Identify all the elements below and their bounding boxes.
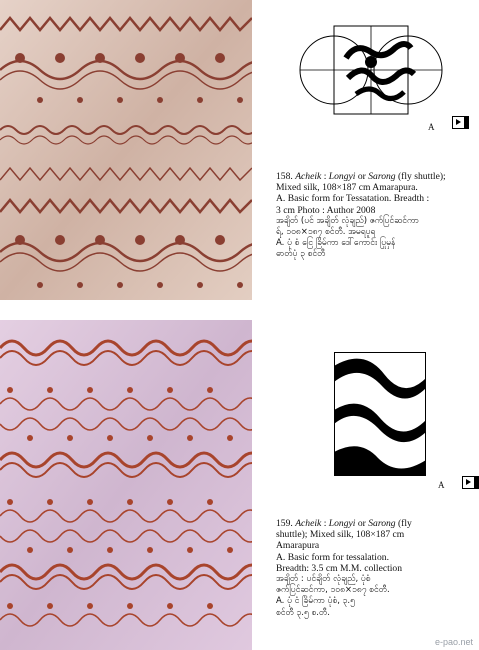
tessellation-diagram-top [296, 18, 446, 118]
caption-line-burmese: စင်တီ ၃.၅ စ.တီ. [276, 607, 330, 618]
caption-line: A. Basic form for tessalation. [276, 551, 389, 563]
figure-marker-a: A [438, 480, 445, 490]
arrow-side-bar [465, 116, 469, 129]
caption-line: 3 cm Photo : Author 2008 [276, 204, 376, 216]
right-arrow-box-icon [452, 116, 465, 129]
caption-line-burmese: ဇက်ပြင်ဆင်ကာ, ၁၀၈×၁၈၇ စင်တီ. [276, 585, 390, 596]
fabric-pattern-bottom [0, 320, 252, 650]
caption-line: Mixed silk, 108×187 cm Amarapura. [276, 182, 418, 194]
watermark: e-pao.net [434, 637, 473, 647]
caption-line: Breadth: 3.5 cm M.M. collection [276, 562, 403, 574]
figure-caption-158 [276, 171, 468, 261]
caption-line-burmese: A. ပုံ စံ ငြေ ခြိမ်ကာ ဒေါ်ကောင်း ပြုမှန် [276, 238, 396, 249]
caption-line-burmese: ရ်, ၁၀၈×၁၈၇ စင်တီ. အမရပူရ [276, 227, 376, 238]
caption-line-burmese: အချိတ် (ပင် အချိတ် လုံချည်) ဇက်ပြင်ဆင်ကာ [276, 215, 419, 226]
arrow-side-bar [475, 476, 479, 489]
fabric-pattern-top [0, 0, 252, 300]
tessellation-diagram-bottom [334, 352, 426, 476]
caption-line: A. Basic form for Tessatation. Breadth : [276, 193, 430, 205]
fabric-photo-top [0, 0, 252, 300]
caption-line-burmese: A. ပုံ ငံ ခြိမ်ကာ ပုံစံ, ၃.၅ [276, 596, 355, 607]
caption-line-burmese: ဓာတ်ပုံ ၃ စင်တီ [276, 249, 326, 260]
caption-line: shuttle); Mixed silk, 108×187 cm [276, 529, 405, 541]
caption-line: Amarapura [276, 540, 320, 552]
caption-line: 158. Acheik : Longyi or Sarong (fly shuttle); [276, 171, 446, 182]
right-arrow-box-icon [462, 476, 475, 489]
fabric-photo-bottom [0, 320, 252, 650]
caption-line: 159. Acheik : Longyi or Sarong (fly [276, 518, 412, 529]
caption-line-burmese: အချိတ် : ပင်ချိတ် လုံချည်, ပုံစံ [276, 574, 371, 585]
figure-caption-159 [276, 518, 470, 619]
figure-marker-a: A [428, 122, 435, 132]
